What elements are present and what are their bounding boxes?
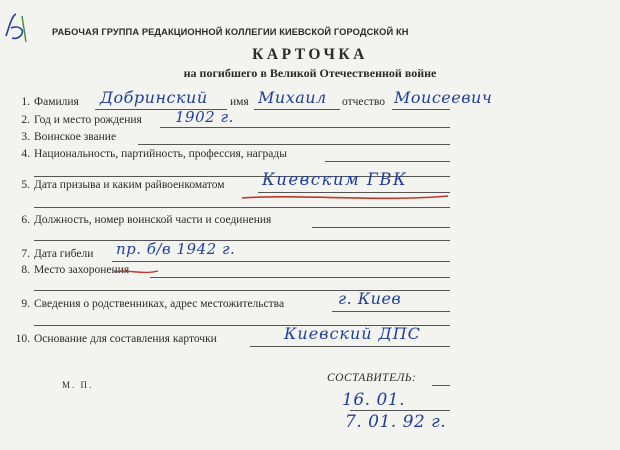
field-underline — [138, 144, 450, 145]
compiler-label: СОСТАВИТЕЛЬ: — [327, 372, 417, 384]
field-number: 9. — [21, 298, 30, 310]
field-label: Сведения о родственниках, адрес местожительства — [34, 298, 285, 310]
field-underline — [150, 277, 450, 278]
field-underline — [160, 127, 450, 128]
relatives-value: г. Киев — [338, 289, 402, 308]
field-underline — [432, 385, 450, 386]
date-value-1: 16. 01. — [342, 390, 405, 410]
field-label: Национальность, партийность, профессия, награды — [34, 148, 287, 160]
basis-value: Киевский ДПС — [284, 324, 421, 343]
death-date-value: пр. б/в 1942 г. — [116, 240, 236, 258]
conscription-value: Киевским ГВК — [262, 170, 408, 189]
surname-value: Добринский — [100, 88, 208, 107]
field-underline — [350, 410, 450, 411]
field-number: 10. — [15, 333, 30, 345]
date-value-2: 7. 01. 92 г. — [345, 412, 447, 432]
field-underline — [34, 240, 450, 241]
field-label: Год и место рождения — [34, 114, 142, 126]
birth-value: 1902 г. — [175, 108, 234, 126]
field-underline — [34, 207, 450, 208]
field-number: 1. — [21, 96, 30, 108]
field-underline — [332, 311, 450, 312]
card-subtitle: на погибшего в Великой Отечественной войне — [183, 66, 437, 80]
field-label: Основание для составления карточки — [34, 333, 217, 345]
field-label: Должность, номер воинской части и соединения — [34, 214, 272, 226]
organization-header: РАБОЧАЯ ГРУППА РЕДАКЦИОННОЙ КОЛЛЕГИИ КИЕВСКОЙ ГОРОДСКОЙ КН — [52, 27, 409, 37]
patronymic-value: Моисеевич — [394, 88, 493, 107]
field-number: 6. — [21, 214, 30, 226]
field-label: Воинское звание — [34, 131, 117, 143]
field-label: Место захоронения — [34, 264, 130, 276]
first-name-label: имя — [230, 96, 249, 108]
card-title: КАРТОЧКА — [252, 46, 368, 63]
field-number: 2. — [21, 114, 30, 126]
seal-place-label: М. П. — [62, 380, 94, 390]
patronymic-label: отчество — [342, 96, 386, 108]
field-underline — [325, 161, 450, 162]
field-label: Дата гибели — [34, 248, 94, 260]
handwritten-margin-mark — [2, 10, 28, 44]
field-number: 3. — [21, 131, 30, 143]
field-number: 4. — [21, 148, 30, 160]
field-label: Фамилия — [34, 96, 79, 108]
field-underline — [392, 109, 450, 110]
field-underline — [312, 227, 450, 228]
red-underline-mark — [240, 190, 450, 204]
field-number: 7. — [21, 248, 30, 260]
field-underline — [112, 261, 450, 262]
red-underline-mark — [112, 266, 162, 278]
field-underline — [250, 346, 450, 347]
field-number: 8. — [21, 264, 30, 276]
field-underline — [254, 109, 340, 110]
field-label: Дата призыва и каким райвоенкоматом — [34, 179, 225, 191]
field-number: 5. — [21, 179, 30, 191]
first-name-value: Михаил — [258, 88, 327, 107]
